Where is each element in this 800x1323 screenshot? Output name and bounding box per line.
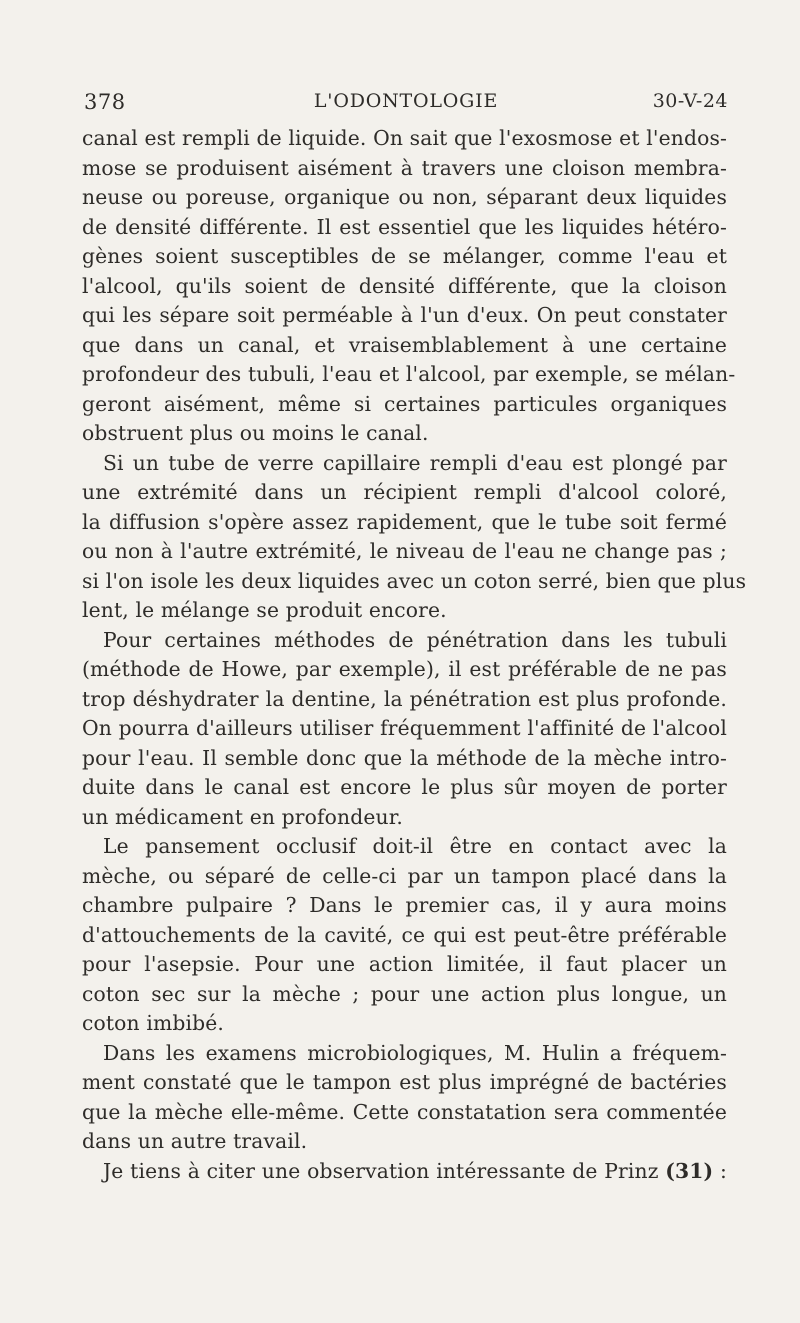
text-line: qui les sépare soit perméable à l'un d'eux. On peut constater — [82, 303, 727, 327]
text-line: dans un autre travail. — [82, 1129, 308, 1153]
text-line: canal est rempli de liquide. On sait que l'exosmose et l'endos- — [82, 126, 727, 150]
text-line: ment constaté que le tampon est plus imprégné de bactéries — [82, 1070, 727, 1094]
text-line: lent, le mélange se produit encore. — [82, 598, 447, 622]
text-line: Pour certaines méthodes de pénétration dans les tubuli — [103, 627, 727, 652]
text-line: Si un tube de verre capillaire rempli d'eau est plongé par — [103, 450, 727, 475]
reference-number: (31) — [665, 1158, 714, 1183]
text-line: neuse ou poreuse, organique ou non, séparant deux liquides — [82, 185, 727, 209]
issue-date: 30-V-24 — [652, 90, 728, 112]
text-line: que la mèche elle-même. Cette constatation sera commentée — [82, 1099, 727, 1124]
text-line: une extrémité dans un récipient rempli d'alcool coloré, — [82, 480, 727, 504]
text-line: gènes soient susceptibles de se mélanger, comme l'eau et — [82, 244, 727, 268]
text-line: si l'on isole les deux liquides avec un coton serré, bien que plus — [82, 568, 747, 593]
final-line-suffix: : — [713, 1158, 727, 1183]
text-line: Dans les examens microbiologiques, M. Hulin a fréquem- — [103, 1040, 727, 1065]
journal-title: L'ODONTOLOGIE — [313, 90, 499, 112]
text-line: la diffusion s'opère assez rapidement, que le tube soit fermé — [82, 509, 727, 534]
text-line: pour l'asepsie. Pour une action limitée, il faut placer un — [82, 952, 727, 976]
text-line: duite dans le canal est encore le plus sûr moyen de porter — [82, 775, 727, 799]
body-text — [82, 124, 747, 1186]
text-line: Le pansement occlusif doit-il être en contact avec la — [103, 834, 727, 858]
text-line: pour l'eau. Il semble donc que la méthode de la mèche intro- — [82, 745, 727, 770]
text-line: que dans un canal, et vraisemblablement à une certaine — [82, 332, 727, 357]
text-line: profondeur des tubuli, l'eau et l'alcool, par exemple, se mélan- — [82, 362, 736, 386]
text-line: l'alcool, qu'ils soient de densité différente, que la cloison — [82, 273, 727, 298]
text-line: ou non à l'autre extrémité, le niveau de l'eau ne change pas ; — [82, 539, 727, 563]
text-line: mèche, ou séparé de celle-ci par un tampon placé dans la — [82, 863, 727, 888]
text-line: chambre pulpaire ? Dans le premier cas, il y aura moins — [82, 893, 727, 917]
running-header — [84, 90, 728, 120]
text-line: obstruent plus ou moins le canal. — [82, 421, 429, 445]
text-line: coton sec sur la mèche ; pour une action plus longue, un — [82, 981, 727, 1006]
text-line: mose se produisent aisément à travers une cloison membra- — [82, 155, 727, 180]
page-number: 378 — [84, 90, 126, 114]
text-line: (méthode de Howe, par exemple), il est préférable de ne pas — [82, 657, 727, 681]
text-line: geront aisément, même si certaines particules organiques — [82, 391, 727, 416]
text-line-final — [82, 1157, 727, 1187]
text-line: coton imbibé. — [82, 1011, 225, 1035]
final-line-text: Je tiens à citer une observation intéressante de Prinz — [103, 1158, 659, 1183]
text-line: un médicament en profondeur. — [82, 804, 403, 829]
text-line: trop déshydrater la dentine, la pénétration est plus profonde. — [82, 686, 727, 711]
text-line: d'attouchements de la cavité, ce qui est peut-être préférable — [82, 922, 727, 947]
text-line: On pourra d'ailleurs utiliser fréquemment l'affinité de l'alcool — [82, 716, 727, 740]
text-line: de densité différente. Il est essentiel que les liquides hétéro- — [82, 214, 727, 239]
